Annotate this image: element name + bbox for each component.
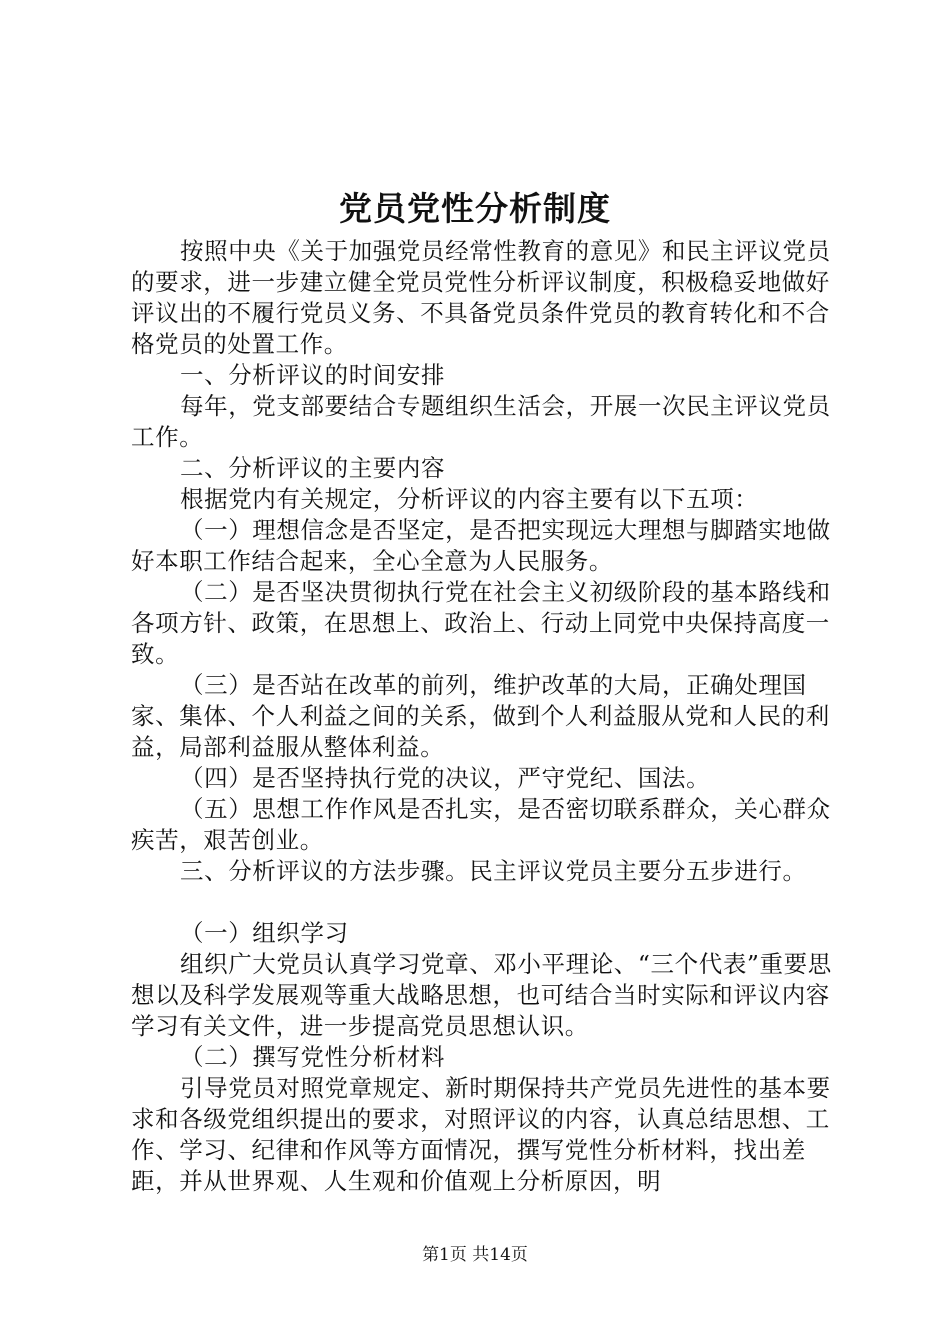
paragraph: 引导党员对照党章规定、新时期保持共产党员先进性的基本要求和各级党组织提出的要求，对照评议的内容，认真总结思想、工作、学习、纪律和作风等方面情况，撰写党性分析材料，找出差距，并从世界观、人生观和价值观上分析原因，明 — [131, 1074, 831, 1195]
list-item: （一）理想信念是否坚定，是否把实现远大理想与脚踏实地做好本职工作结合起来，全心全意为人民服务。 — [131, 516, 831, 575]
blank-line — [131, 887, 833, 918]
page-footer: 第1页 共14页 — [422, 1245, 528, 1265]
section-heading-1: 一、分析评议的时间安排 — [180, 361, 446, 389]
section-heading-3: 三、分析评议的方法步骤。民主评议党员主要分五步进行。 — [180, 857, 807, 885]
paragraph: 每年，党支部要结合专题组织生活会，开展一次民主评议党员工作。 — [131, 392, 831, 451]
intro-paragraph: 按照中央《关于加强党员经常性教育的意见》和民主评议党员的要求，进一步建立健全党员党性分析评议制度，积极稳妥地做好评议出的不履行党员义务、不具备党员条件党员的教育转化和不合格党员的处置工作。 — [131, 237, 831, 358]
section-heading-2: 二、分析评议的主要内容 — [180, 454, 446, 482]
document-body — [131, 236, 833, 1197]
list-item: （四）是否坚持执行党的决议，严守党纪、国法。 — [180, 764, 711, 792]
document-title: 党员党性分析制度 — [339, 189, 611, 228]
list-item: （二）是否坚决贯彻执行党在社会主义初级阶段的基本路线和各项方针、政策，在思想上、政治上、行动上同党中央保持高度一致。 — [131, 578, 831, 668]
list-item: （三）是否站在改革的前列，维护改革的大局，正确处理国家、集体、个人利益之间的关系，做到个人利益服从党和人民的利益，局部利益服从整体利益。 — [131, 671, 830, 761]
subsection-heading: （二）撰写党性分析材料 — [180, 1043, 446, 1071]
list-item: （五）思想工作作风是否扎实，是否密切联系群众，关心群众疾苦，艰苦创业。 — [131, 795, 831, 854]
subsection-heading: （一）组织学习 — [180, 919, 349, 947]
paragraph: 根据党内有关规定，分析评议的内容主要有以下五项： — [180, 485, 759, 513]
paragraph: 组织广大党员认真学习党章、邓小平理论、“三个代表”重要思想以及科学发展观等重大战略思想，也可结合当时实际和评议内容学习有关文件，进一步提高党员思想认识。 — [131, 950, 832, 1040]
